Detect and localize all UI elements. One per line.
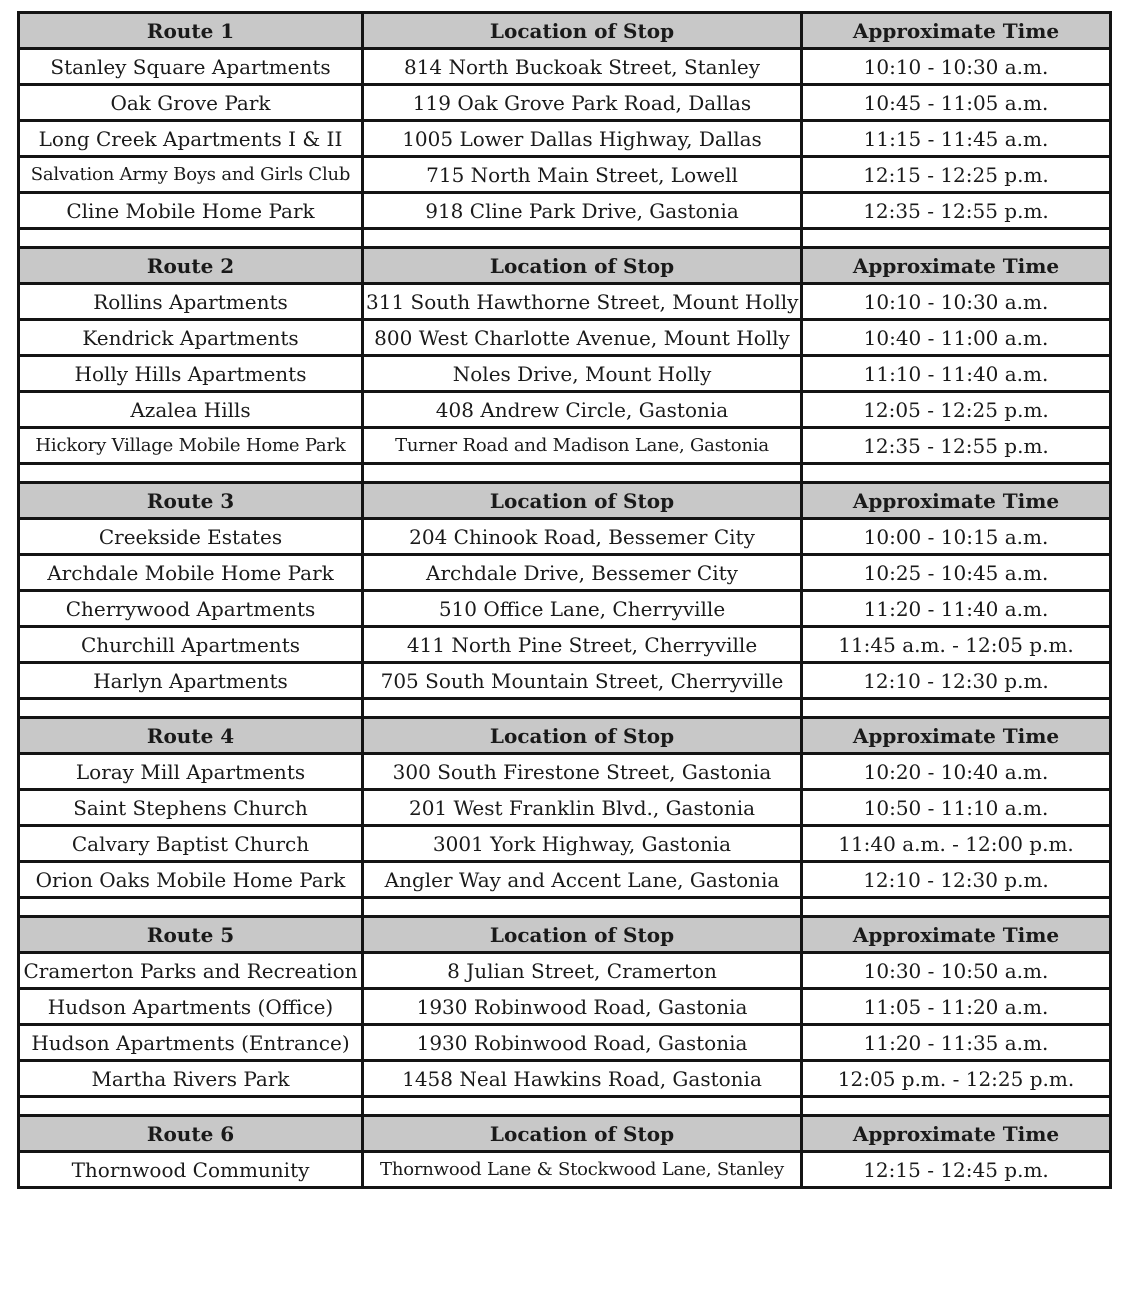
stop-name: Saint Stephens Church <box>19 790 363 826</box>
stop-location: Turner Road and Madison Lane, Gastonia <box>363 428 802 464</box>
location-column-header: Location of Stop <box>363 1116 802 1152</box>
stop-name: Churchill Apartments <box>19 627 363 663</box>
time-column-header: Approximate Time <box>802 718 1111 754</box>
spacer-cell <box>363 898 802 917</box>
stop-location: 814 North Buckoak Street, Stanley <box>363 49 802 85</box>
stop-time: 10:10 - 10:30 a.m. <box>802 49 1111 85</box>
stop-row <box>19 953 1111 989</box>
route-header-row <box>19 1116 1111 1152</box>
stop-time: 10:20 - 10:40 a.m. <box>802 754 1111 790</box>
stop-time: 10:00 - 10:15 a.m. <box>802 519 1111 555</box>
stop-name: Oak Grove Park <box>19 85 363 121</box>
spacer-cell <box>363 229 802 248</box>
stop-row <box>19 754 1111 790</box>
time-column-header: Approximate Time <box>802 248 1111 284</box>
stop-time: 11:10 - 11:40 a.m. <box>802 356 1111 392</box>
stop-time: 10:45 - 11:05 a.m. <box>802 85 1111 121</box>
stop-time: 11:15 - 11:45 a.m. <box>802 121 1111 157</box>
stop-time: 12:05 - 12:25 p.m. <box>802 392 1111 428</box>
location-column-header: Location of Stop <box>363 483 802 519</box>
stop-name: Archdale Mobile Home Park <box>19 555 363 591</box>
stop-location: 411 North Pine Street, Cherryville <box>363 627 802 663</box>
stop-row <box>19 1025 1111 1061</box>
stop-time: 12:05 p.m. - 12:25 p.m. <box>802 1061 1111 1097</box>
location-column-header: Location of Stop <box>363 917 802 953</box>
spacer-row <box>19 229 1111 248</box>
stop-row <box>19 49 1111 85</box>
stop-time: 10:25 - 10:45 a.m. <box>802 555 1111 591</box>
spacer-row <box>19 898 1111 917</box>
route-title: Route 5 <box>19 917 363 953</box>
stop-time: 11:20 - 11:35 a.m. <box>802 1025 1111 1061</box>
route-header-row <box>19 917 1111 953</box>
stop-name: Harlyn Apartments <box>19 663 363 699</box>
stop-row <box>19 862 1111 898</box>
stop-row <box>19 121 1111 157</box>
stop-location: 1458 Neal Hawkins Road, Gastonia <box>363 1061 802 1097</box>
stop-row <box>19 663 1111 699</box>
stop-name: Holly Hills Apartments <box>19 356 363 392</box>
stop-name: Thornwood Community <box>19 1152 363 1188</box>
route-title: Route 4 <box>19 718 363 754</box>
route-header-row <box>19 248 1111 284</box>
stop-location: 715 North Main Street, Lowell <box>363 157 802 193</box>
stop-name: Calvary Baptist Church <box>19 826 363 862</box>
stop-location: 1930 Robinwood Road, Gastonia <box>363 1025 802 1061</box>
spacer-cell <box>19 464 363 483</box>
spacer-row <box>19 464 1111 483</box>
stop-location: 300 South Firestone Street, Gastonia <box>363 754 802 790</box>
stop-name: Salvation Army Boys and Girls Club <box>19 157 363 193</box>
stop-location: 408 Andrew Circle, Gastonia <box>363 392 802 428</box>
stop-row <box>19 519 1111 555</box>
route-title: Route 2 <box>19 248 363 284</box>
stop-name: Hudson Apartments (Entrance) <box>19 1025 363 1061</box>
stop-row <box>19 591 1111 627</box>
stop-time: 11:05 - 11:20 a.m. <box>802 989 1111 1025</box>
time-column-header: Approximate Time <box>802 917 1111 953</box>
stop-name: Kendrick Apartments <box>19 320 363 356</box>
stop-row <box>19 320 1111 356</box>
stop-time: 12:35 - 12:55 p.m. <box>802 428 1111 464</box>
stop-name: Cline Mobile Home Park <box>19 193 363 229</box>
route-title: Route 3 <box>19 483 363 519</box>
stop-location: 1930 Robinwood Road, Gastonia <box>363 989 802 1025</box>
time-column-header: Approximate Time <box>802 1116 1111 1152</box>
stop-name: Azalea Hills <box>19 392 363 428</box>
spacer-cell <box>802 1097 1111 1116</box>
stop-location: 8 Julian Street, Cramerton <box>363 953 802 989</box>
stop-time: 10:30 - 10:50 a.m. <box>802 953 1111 989</box>
route-schedule-table <box>17 11 1112 1189</box>
stop-time: 12:10 - 12:30 p.m. <box>802 663 1111 699</box>
location-column-header: Location of Stop <box>363 13 802 49</box>
route-header-row <box>19 483 1111 519</box>
stop-location: 800 West Charlotte Avenue, Mount Holly <box>363 320 802 356</box>
stop-name: Hudson Apartments (Office) <box>19 989 363 1025</box>
stop-row <box>19 85 1111 121</box>
stop-location: 1005 Lower Dallas Highway, Dallas <box>363 121 802 157</box>
location-column-header: Location of Stop <box>363 248 802 284</box>
stop-location: Thornwood Lane & Stockwood Lane, Stanley <box>363 1152 802 1188</box>
stop-time: 12:35 - 12:55 p.m. <box>802 193 1111 229</box>
stop-time: 12:15 - 12:45 p.m. <box>802 1152 1111 1188</box>
stop-location: 705 South Mountain Street, Cherryville <box>363 663 802 699</box>
spacer-cell <box>802 229 1111 248</box>
spacer-cell <box>802 464 1111 483</box>
stop-row <box>19 157 1111 193</box>
stop-location: Noles Drive, Mount Holly <box>363 356 802 392</box>
stop-row <box>19 392 1111 428</box>
spacer-cell <box>19 699 363 718</box>
route-title: Route 6 <box>19 1116 363 1152</box>
spacer-cell <box>363 1097 802 1116</box>
stop-row <box>19 555 1111 591</box>
stop-time: 11:45 a.m. - 12:05 p.m. <box>802 627 1111 663</box>
spacer-cell <box>363 699 802 718</box>
spacer-cell <box>19 1097 363 1116</box>
stop-row <box>19 989 1111 1025</box>
stop-row <box>19 790 1111 826</box>
stop-name: Martha Rivers Park <box>19 1061 363 1097</box>
stop-name: Loray Mill Apartments <box>19 754 363 790</box>
stop-location: 201 West Franklin Blvd., Gastonia <box>363 790 802 826</box>
stop-name: Stanley Square Apartments <box>19 49 363 85</box>
stop-location: Angler Way and Accent Lane, Gastonia <box>363 862 802 898</box>
spacer-cell <box>19 898 363 917</box>
time-column-header: Approximate Time <box>802 13 1111 49</box>
spacer-row <box>19 699 1111 718</box>
route-title: Route 1 <box>19 13 363 49</box>
stop-time: 10:40 - 11:00 a.m. <box>802 320 1111 356</box>
stop-row <box>19 428 1111 464</box>
stop-time: 11:20 - 11:40 a.m. <box>802 591 1111 627</box>
stop-row <box>19 284 1111 320</box>
stop-name: Creekside Estates <box>19 519 363 555</box>
time-column-header: Approximate Time <box>802 483 1111 519</box>
spacer-cell <box>363 464 802 483</box>
stop-name: Rollins Apartments <box>19 284 363 320</box>
stop-location: 3001 York Highway, Gastonia <box>363 826 802 862</box>
stop-row <box>19 356 1111 392</box>
stop-row <box>19 627 1111 663</box>
stop-location: 311 South Hawthorne Street, Mount Holly <box>363 284 802 320</box>
spacer-row <box>19 1097 1111 1116</box>
spacer-cell <box>19 229 363 248</box>
spacer-cell <box>802 699 1111 718</box>
stop-location: 918 Cline Park Drive, Gastonia <box>363 193 802 229</box>
stop-time: 11:40 a.m. - 12:00 p.m. <box>802 826 1111 862</box>
stop-name: Hickory Village Mobile Home Park <box>19 428 363 464</box>
stop-name: Cherrywood Apartments <box>19 591 363 627</box>
route-header-row <box>19 718 1111 754</box>
stop-name: Orion Oaks Mobile Home Park <box>19 862 363 898</box>
stop-location: Archdale Drive, Bessemer City <box>363 555 802 591</box>
spacer-cell <box>802 898 1111 917</box>
stop-row <box>19 1061 1111 1097</box>
location-column-header: Location of Stop <box>363 718 802 754</box>
stop-time: 10:10 - 10:30 a.m. <box>802 284 1111 320</box>
stop-name: Long Creek Apartments I & II <box>19 121 363 157</box>
stop-time: 12:15 - 12:25 p.m. <box>802 157 1111 193</box>
stop-row <box>19 1152 1111 1188</box>
stop-time: 10:50 - 11:10 a.m. <box>802 790 1111 826</box>
stop-location: 119 Oak Grove Park Road, Dallas <box>363 85 802 121</box>
route-header-row <box>19 13 1111 49</box>
stop-time: 12:10 - 12:30 p.m. <box>802 862 1111 898</box>
route-schedule-body <box>19 13 1111 1188</box>
stop-row <box>19 193 1111 229</box>
stop-location: 510 Office Lane, Cherryville <box>363 591 802 627</box>
stop-location: 204 Chinook Road, Bessemer City <box>363 519 802 555</box>
stop-name: Cramerton Parks and Recreation <box>19 953 363 989</box>
stop-row <box>19 826 1111 862</box>
